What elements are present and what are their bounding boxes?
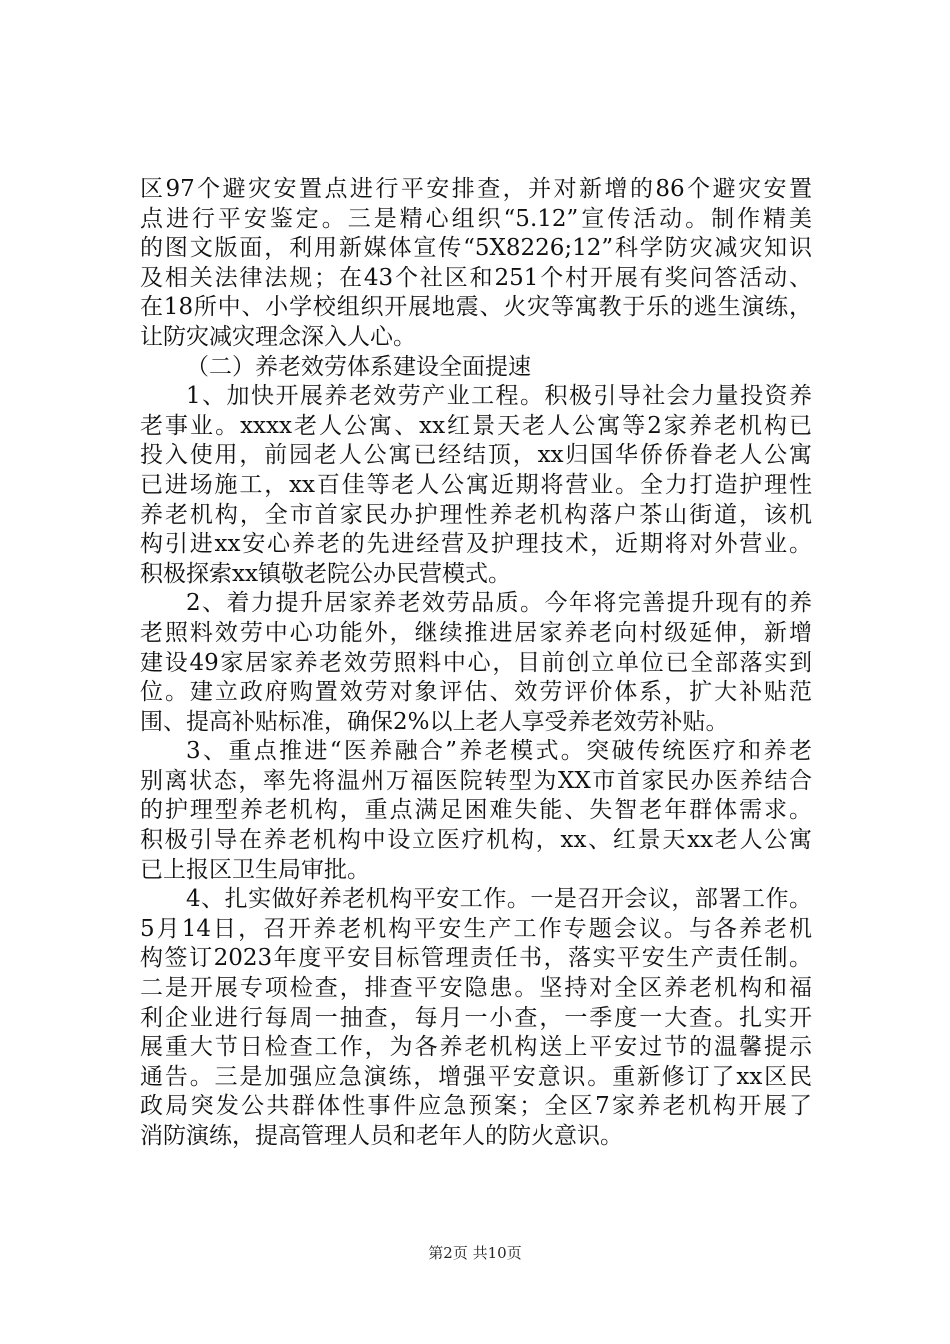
text-line: 3、重点推进“医养融合”养老模式。突破传统医疗和养老 <box>186 738 812 765</box>
text-line: 区97个避灾安置点进行平安排查，并对新增的86个避灾安置 <box>140 176 812 202</box>
text-line: 投入使用，前园老人公寓已经结顶，xx归国华侨侨眷老人公寓 <box>140 442 812 469</box>
text-line: 二是开展专项检查，排查平安隐患。坚持对全区养老机构和福 <box>140 975 812 1002</box>
text-line: 利企业进行每周一抽查，每月一小查，一季度一大查。扎实开 <box>140 1004 812 1031</box>
text-line: 的护理型养老机构，重点满足困难失能、失智老年群体需求。 <box>140 797 812 824</box>
text-line: 消防演练，提高管理人员和老年人的防火意识。 <box>140 1123 623 1149</box>
text-line: 2、着力提升居家养老效劳品质。今年将完善提升现有的养 <box>186 590 812 617</box>
text-line: 的图文版面，利用新媒体宣传“5X8226;12”科学防灾减灾知识 <box>140 235 812 262</box>
text-line: 积极引导在养老机构中设立医疗机构，xx、红景天xx老人公寓 <box>140 827 812 854</box>
page-footer: 第2页 共10页 <box>428 1244 522 1262</box>
text-line: 5月14日，召开养老机构平安生产工作专题会议。与各养老机 <box>140 915 812 942</box>
text-line: 位。建立政府购置效劳对象评估、效劳评价体系，扩大补贴范 <box>140 679 812 706</box>
text-line: 养老机构，全市首家民办护理性养老机构落户茶山街道，该机 <box>140 501 812 528</box>
text-line: 在18所中、小学校组织开展地震、火灾等寓教于乐的逃生演练， <box>140 294 812 321</box>
text-line: 积极探索xx镇敬老院公办民营模式。 <box>140 560 511 587</box>
text-line: 政局突发公共群体性事件应急预案；全区7家养老机构开展了 <box>140 1093 812 1120</box>
text-line: 老照料效劳中心功能外，继续推进居家养老向村级延伸，新增 <box>140 619 812 646</box>
text-line: 围、提高补贴标准，确保2%以上老人享受养老效劳补贴。 <box>140 708 729 735</box>
text-line: 已进场施工，xx百佳等老人公寓近期将营业。全力打造护理性 <box>140 471 812 498</box>
text-line: 别离状态，率先将温州万福医院转型为XX市首家民办医养结合 <box>140 767 812 794</box>
text-line: 建设49家居家养老效劳照料中心，目前创立单位已全部落实到 <box>140 649 812 676</box>
text-line: 构签订2023年度平安目标管理责任书，落实平安生产责任制。 <box>140 945 812 972</box>
text-line: 1、加快开展养老效劳产业工程。积极引导社会力量投资养 <box>186 383 812 410</box>
text-line: 已上报区卫生局审批。 <box>140 856 370 883</box>
text-line: 点进行平安鉴定。三是精心组织“5.12”宣传活动。制作精美 <box>140 205 812 232</box>
text-line: 让防灾减灾理念深入人心。 <box>140 323 416 350</box>
section-heading: （二）养老效劳体系建设全面提速 <box>186 353 531 380</box>
text-line: 通告。三是加强应急演练，增强平安意识。重新修订了xx区民 <box>140 1063 812 1090</box>
text-line: 及相关法律法规；在43个社区和251个村开展有奖问答活动、 <box>140 264 812 291</box>
text-line: 构引进xx安心养老的先进经营及护理技术，近期将对外营业。 <box>140 531 812 558</box>
document-body <box>140 175 812 1152</box>
text-line: 展重大节日检查工作，为各养老机构送上平安过节的温馨提示 <box>140 1034 812 1061</box>
text-line: 4、扎实做好养老机构平安工作。一是召开会议，部署工作。 <box>186 886 812 913</box>
text-line: 老事业。xxxx老人公寓、xx红景天老人公寓等2家养老机构已 <box>140 412 812 439</box>
